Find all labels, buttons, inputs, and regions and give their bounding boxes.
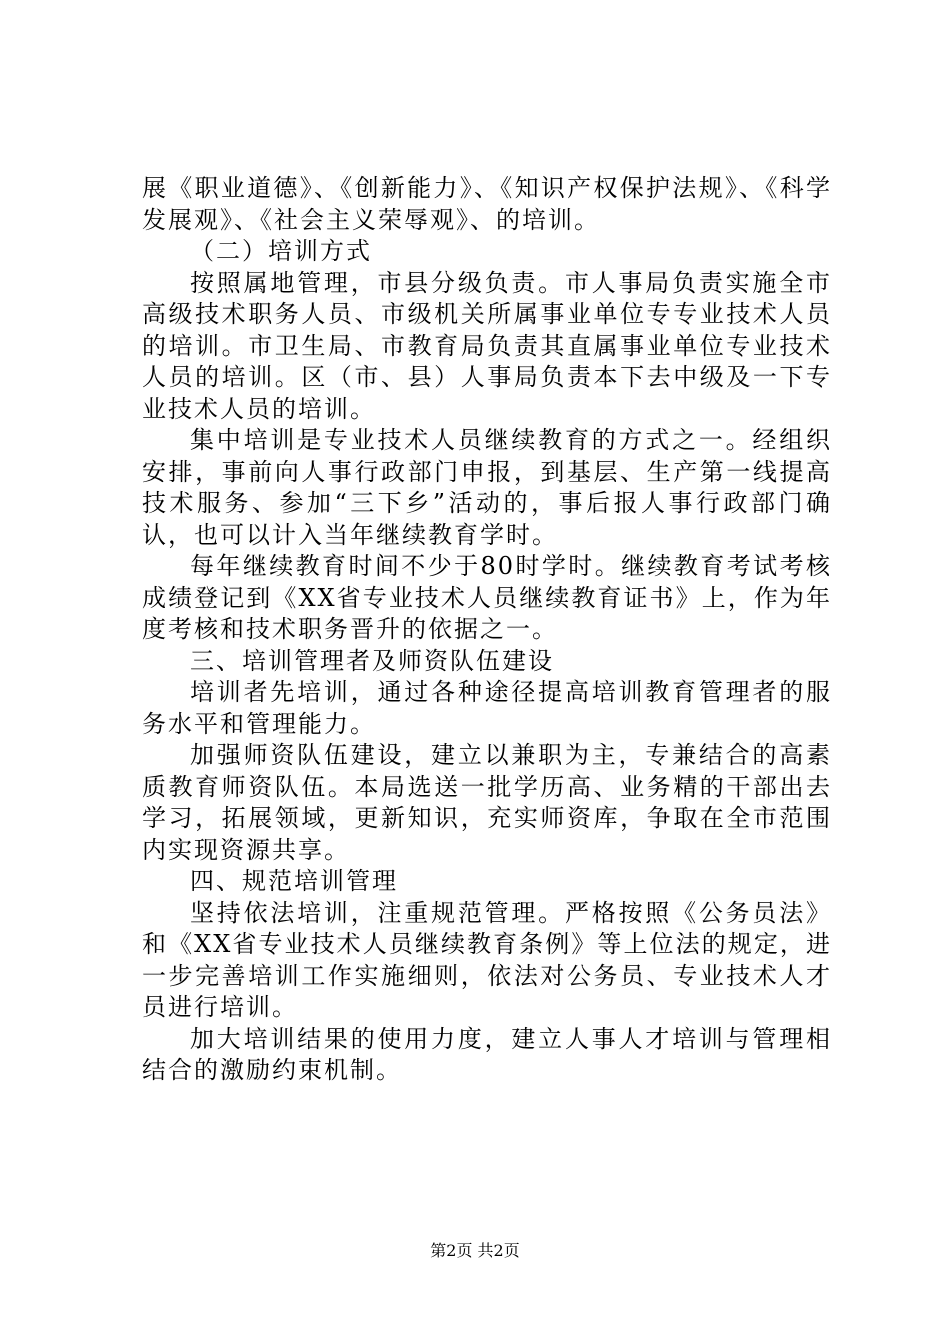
paragraph: 培训者先培训，通过各种途径提高培训教育管理者的服务水平和管理能力。 — [142, 678, 832, 738]
subheading-training-method: （二）培训方式 — [190, 237, 372, 265]
paragraph: 每年继续教育时间不少于80时学时。继续教育考试考核成绩登记到《XX省专业技术人员继续教育证书》上，作为年度考核和技术职务晋升的依据之一。 — [142, 552, 832, 643]
paragraph-continued: 展《职业道德》、《创新能力》、《知识产权保护法规》、《科学发展观》、《社会主义荣辱观》、的培训。 — [142, 174, 832, 234]
page-footer: 第2页 共2页 — [430, 1241, 520, 1260]
paragraph: 加强师资队伍建设，建立以兼职为主，专兼结合的高素质教育师资队伍。本局选送一批学历高、业务精的干部出去学习，拓展领域，更新知识，充实师资库，争取在全市范围内实现资源共享。 — [142, 741, 832, 864]
section-heading-4: 四、规范培训管理 — [190, 867, 398, 895]
paragraph: 坚持依法培训，注重规范管理。严格按照《公务员法》和《XX省专业技术人员继续教育条例》等上位法的规定，进一步完善培训工作实施细则，依法对公务员、专业技术人才员进行培训。 — [142, 898, 832, 1021]
document-body — [142, 173, 832, 1087]
paragraph: 集中培训是专业技术人员继续教育的方式之一。经组织安排，事前向人事行政部门申报，到基层、生产第一线提高技术服务、参加“三下乡”活动的，事后报人事行政部门确认，也可以计入当年继续教育学时。 — [142, 426, 832, 549]
paragraph: 加大培训结果的使用力度，建立人事人才培训与管理相结合的激励约束机制。 — [142, 1024, 832, 1084]
section-heading-3: 三、培训管理者及师资队伍建设 — [190, 646, 554, 675]
paragraph: 按照属地管理，市县分级负责。市人事局负责实施全市高级技术职务人员、市级机关所属事业单位专专业技术人员的培训。市卫生局、市教育局负责其直属事业单位专业技术人员的培训。区（市、县）人事局负责本下去中级及一下专业技术人员的培训。 — [142, 268, 832, 423]
